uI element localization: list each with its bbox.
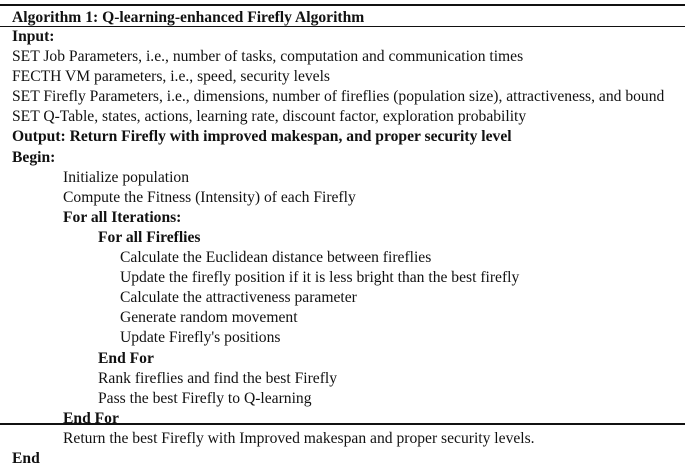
loop-heading: For all Fireflies [98,228,201,246]
algorithm-line: FECTH VM parameters, i.e., speed, security levels [12,68,331,86]
output-heading: Output: Return Firefly with improved makespan, and proper security level [12,128,512,146]
begin-heading: Begin: [12,148,56,166]
algorithm-line: SET Firefly Parameters, i.e., dimensions, number of fireflies (population size), attractiveness, and bound [12,88,665,106]
algorithm-line: Rank fireflies and find the best Firefly [98,369,338,387]
algorithm-line: Initialize population [63,168,190,186]
loop-end: End For [98,349,154,367]
algorithm-line: Compute the Fitness (Intensity) of each Firefly [63,188,356,206]
algorithm-line: Pass the best Firefly to Q-learning [98,389,312,407]
algorithm-title: Algorithm 1: Q-learning-enhanced Firefly Algorithm [12,9,365,26]
algorithm-line: Update the firefly position if it is less bright than the best firefly [120,269,520,287]
end-heading: End [12,449,40,467]
algorithm-body [0,27,685,469]
algorithm-box [0,4,685,467]
algorithm-line: Generate random movement [120,309,298,327]
loop-end: End For [63,409,119,427]
algorithm-line: Return the best Firefly with Improved makespan and proper security levels. [63,429,535,447]
input-heading: Input: [12,28,55,45]
algorithm-line: SET Q-Table, states, actions, learning rate, discount factor, exploration probability [12,108,527,126]
algorithm-line: Calculate the attractiveness parameter [120,289,357,307]
loop-heading: For all Iterations: [63,208,182,226]
algorithm-line: Update Firefly's positions [120,329,281,347]
algorithm-line: Calculate the Euclidean distance between fireflies [120,249,432,267]
algorithm-line: SET Job Parameters, i.e., number of tasks, computation and communication times [12,48,524,66]
